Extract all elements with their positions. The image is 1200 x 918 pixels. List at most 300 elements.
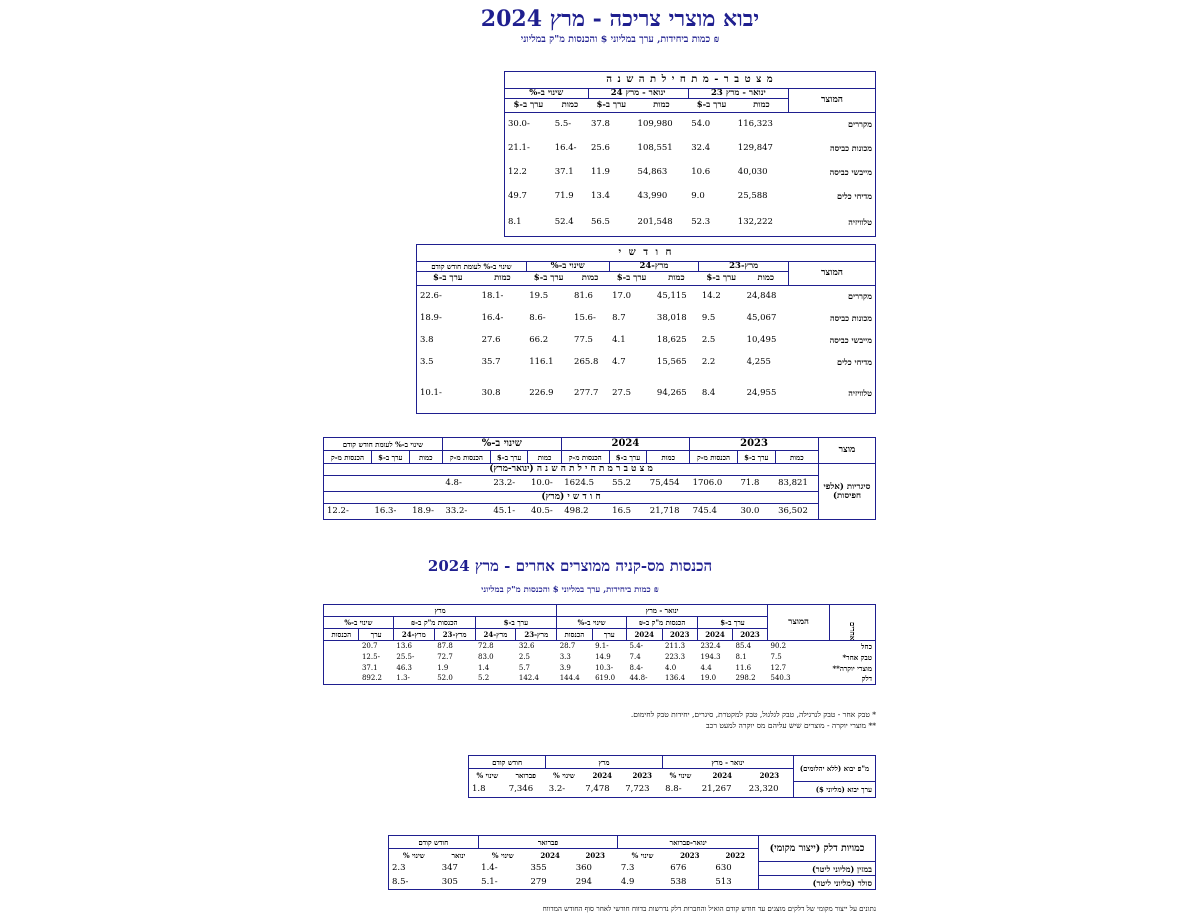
cell: 81.6 (574, 291, 593, 301)
cell: 540.3 (770, 674, 791, 683)
product-name: במזין (מליוני ליטר) (759, 862, 876, 876)
cell: 2.5 (701, 334, 716, 345)
cell: 45,115 (656, 291, 687, 301)
cell: 108,551 (637, 142, 673, 153)
cell: 35.7 (481, 356, 501, 367)
revenue-header: הכנסות מ"ק ב-₪ (627, 617, 698, 629)
cell: -22.6 (420, 291, 442, 301)
column-header: שינוי % (476, 770, 499, 780)
cell: 54.0 (691, 119, 711, 129)
cell: 142.4 (518, 674, 539, 683)
cell: 3.8 (420, 334, 434, 345)
cell: 194.3 (700, 652, 721, 661)
column-header: 2024 (627, 629, 663, 641)
cell: 7.3 (620, 863, 635, 874)
cell: 7,346 (508, 784, 534, 794)
cell: 226.9 (529, 387, 554, 398)
cell: -45.1 (493, 506, 516, 517)
import-value-table (468, 755, 876, 798)
cell: -10.3 (595, 663, 614, 672)
cell: -18.9 (420, 312, 442, 323)
cell: 211.3 (665, 641, 686, 650)
cell: 66.2 (529, 334, 549, 345)
cell: 71.8 (740, 478, 760, 489)
cell: -25.5 (396, 652, 415, 661)
cell: 4,255 (746, 356, 771, 367)
product-header: המוצר (789, 89, 876, 113)
qty-header: כמות (581, 272, 599, 283)
column-header: 2023 (759, 770, 780, 780)
product-name: טלוויזיה (848, 387, 872, 398)
cell: 116.1 (529, 356, 554, 367)
product-name: טלוויזיה (848, 216, 872, 227)
cell: 32.4 (691, 142, 711, 153)
table-row (389, 876, 876, 890)
cell: 5.2 (478, 674, 490, 683)
cell: 45,067 (746, 312, 777, 323)
qty-header: כמות (775, 451, 818, 464)
cell: 32.6 (518, 641, 535, 650)
cell: 94,265 (656, 387, 687, 398)
column-header: ערך (592, 629, 626, 641)
product-name: טבק אחר* (842, 652, 872, 662)
period-header-mar24: מרץ-24 (609, 262, 699, 272)
change-header: שינוי ב-% (442, 438, 561, 451)
value-header: ערך ב-$ (706, 272, 737, 283)
cell: 17.0 (612, 291, 632, 301)
cell: 12.7 (770, 663, 787, 672)
cell: 83,821 (778, 478, 808, 489)
period-header-mar23: מרץ-23 (699, 262, 789, 272)
column-header: 2022 (725, 850, 745, 860)
cell: 13.6 (396, 641, 412, 650)
cell: 7.5 (770, 652, 782, 661)
cell: 72.8 (478, 641, 494, 650)
product-name: דלק (861, 674, 872, 684)
cell: 55.2 (612, 478, 632, 489)
cell: 52.4 (554, 216, 574, 227)
cell (372, 476, 410, 492)
cell: 298.2 (735, 674, 756, 683)
cell: 46.3 (396, 663, 412, 672)
cell: 360 (575, 863, 592, 874)
period-group-feb: פברואר (478, 836, 618, 849)
column-header: 2024 (698, 629, 733, 641)
change-header: שינוי ב-% (557, 617, 627, 629)
cell: 1.4 (478, 663, 490, 672)
cell: 71.9 (554, 190, 574, 201)
column-header: 2023 (733, 629, 768, 641)
value-header: ערך ב-$ (616, 272, 647, 283)
column-header: שינוי % (491, 850, 514, 860)
cell: 1.8 (472, 784, 486, 794)
footnote-luxury: ** מוצרי יוקרה - מוצרים שיש עליהם מס יוקרה למעט רכב (706, 721, 876, 730)
qty-header: כמות (668, 272, 685, 283)
table-row (389, 862, 876, 876)
qty-header: כמות (753, 99, 770, 110)
cell: 27.6 (481, 334, 501, 345)
import-label: מ"פ יבוא (ללא יהלומים) (794, 756, 876, 782)
value-header: ערך ב-$ (596, 99, 627, 110)
cell: -30.0 (508, 119, 530, 129)
section2-title: הכנסות מס-קניה ממוצרים אחרים - מרץ 2024 (427, 557, 713, 575)
cell: 13.4 (591, 190, 610, 201)
cell: 1.9 (437, 663, 449, 672)
cell: -1.4 (481, 863, 498, 874)
cell: 72.7 (437, 652, 453, 661)
cell: 19.0 (700, 674, 717, 683)
column-header: 2024 (540, 850, 560, 860)
cell (324, 476, 372, 492)
cell: 265.8 (574, 356, 599, 367)
cell: 4.0 (665, 663, 677, 672)
cell: 745.4 (692, 506, 717, 517)
cell: 56.5 (591, 216, 610, 227)
value-header: ערך ב-$ (533, 272, 564, 283)
column-header: מרץ-24 (475, 629, 516, 641)
value-header: ערך ב-$ (737, 451, 775, 464)
table-row (324, 641, 876, 652)
cell: 52.0 (437, 674, 453, 683)
cell: 8.1 (735, 652, 747, 661)
cell: 83.0 (478, 652, 494, 661)
monthly-appliances-table (416, 244, 876, 414)
cell: -1.3 (396, 674, 410, 683)
table-row (324, 674, 876, 685)
column-header: 2023 (632, 770, 652, 780)
cell: -23.2 (493, 478, 516, 489)
cell: 5.7 (518, 663, 531, 672)
cell: 36,502 (778, 506, 808, 517)
cell: -21.1 (508, 142, 530, 153)
cell: 14.2 (701, 291, 721, 301)
table-row (324, 663, 876, 674)
product-name: מדיחי כלים (836, 357, 872, 367)
other-products-table (323, 604, 876, 685)
cell: 54,863 (637, 166, 668, 177)
period-group-jan-mar: ינואר - מרץ (557, 605, 768, 617)
page-title: יבוא מוצרי צריכה - מרץ 2024 (480, 6, 760, 32)
cell: 49.7 (508, 190, 527, 201)
cell: -33.2 (445, 506, 468, 517)
cell: 619.0 (595, 674, 616, 683)
cell: 37.8 (591, 119, 610, 129)
qty-header: כמות (494, 272, 511, 283)
period-group-jan-feb: ינואר-פברואר (618, 836, 759, 849)
cell: 87.8 (437, 641, 453, 650)
cell: 90.2 (770, 641, 787, 650)
cell: 201,548 (637, 216, 673, 227)
period-header-2023: ינואר - מרץ 23 (688, 89, 788, 99)
cell: 23,320 (748, 784, 779, 794)
cell: 7,723 (625, 784, 650, 794)
cell: 19.5 (529, 291, 549, 301)
cell: 9.0 (691, 190, 705, 201)
cell: 892.2 (361, 674, 383, 683)
cell: 43,990 (637, 190, 668, 201)
product-name: מקררים (848, 291, 872, 302)
cell: -15.6 (574, 312, 596, 323)
cell: 2.5 (518, 652, 531, 661)
change-header: שינוי ב-% (505, 89, 589, 99)
cell: 305 (441, 877, 458, 887)
page-subtitle: כמות ביחידות, ערך במליוני $ והכנסות מ"ק במליוני ₪ (520, 34, 720, 45)
revenue-header: הכנסות מ-ק (324, 451, 372, 464)
cell: 25,588 (737, 190, 768, 201)
product-name: מדיחי כלים (836, 191, 872, 201)
cigarettes-label: סיגריות (אלפי חפיסות) (819, 464, 876, 520)
cell: -8.6 (529, 312, 546, 323)
cell: 513 (715, 877, 732, 887)
cell: -5.1 (481, 877, 498, 887)
cell: 136.4 (665, 674, 686, 683)
cell: -9.1 (595, 641, 609, 650)
change-header: שינוי ב-% (324, 617, 394, 629)
table-row (417, 329, 876, 351)
column-header: מרץ-23 (516, 629, 557, 641)
cell: 223.3 (665, 652, 686, 661)
cell: 21,718 (649, 506, 680, 517)
product-name: סולר (מליוני ליטר) (759, 876, 876, 890)
cell: 116,323 (737, 119, 773, 129)
cell: 15,565 (656, 356, 687, 367)
cell: 16.5 (612, 506, 632, 517)
change-header: שינוי ב-% (526, 262, 609, 272)
cigarettes-table (323, 437, 876, 520)
cell: 77.5 (574, 334, 593, 345)
cell: 11.9 (591, 166, 610, 177)
product-name: מייבשי כביסה (829, 335, 872, 345)
table-row (417, 351, 876, 373)
column-header: 2024 (712, 770, 733, 780)
cell: 3.9 (559, 663, 571, 672)
column-header: שינוי % (402, 850, 425, 860)
cell: 347 (441, 863, 458, 874)
table-row (505, 112, 876, 136)
cell: 8.7 (612, 312, 626, 323)
column-header: 2024 (592, 770, 612, 780)
cell: 8.1 (508, 216, 522, 227)
column-header: הכנסות (324, 629, 359, 641)
column-header: מרץ-24 (393, 629, 434, 641)
cell: 132,222 (737, 216, 773, 227)
cell: 85.4 (735, 641, 752, 650)
revenue-header: הכנסות מ-ק (561, 451, 609, 464)
cell: 75,454 (649, 478, 680, 489)
cell: -10.1 (420, 387, 442, 398)
table-row (505, 160, 876, 184)
change-prev-month-header: שינוי ב-% לעומת חודש קודם (417, 262, 527, 272)
cell: 10,495 (746, 334, 777, 345)
cell: 12.2 (508, 166, 527, 177)
column-header: 2023 (585, 850, 606, 860)
cell: 4.7 (612, 356, 626, 367)
cumulative-appliances-table (504, 71, 876, 237)
column-header: 2023 (662, 629, 698, 641)
cell: 1706.0 (692, 478, 723, 489)
value-header: ערך ב-$ (513, 99, 544, 110)
period-group-mar: מרץ (324, 605, 557, 617)
fuel-table-title: כמויות דלק (ייצור מקומי) (759, 836, 876, 862)
product-name: כחל (861, 641, 872, 651)
cell: -10.0 (530, 478, 553, 489)
cell: -12.5 (361, 652, 380, 661)
period-group-prev-month: חודש קודם (389, 836, 479, 849)
revenue-header: הכנסות מ-ק (690, 451, 738, 464)
revenue-header: הכנסות מ"ק ב-₪ (393, 617, 475, 629)
cell: 1624.5 (564, 478, 594, 489)
product-name: מייבשי כביסה (829, 167, 872, 177)
qty-header: כמות (757, 272, 775, 283)
cell: 52.3 (691, 216, 711, 227)
cell: 27.5 (612, 387, 632, 398)
cell: 38,018 (656, 312, 687, 323)
cell: 8.4 (701, 387, 716, 398)
value-header: ערך ב-$ (698, 617, 768, 629)
cell: 294 (575, 877, 592, 887)
column-header: מרץ-23 (434, 629, 475, 641)
product-header: מוצר (819, 438, 876, 464)
footnote-other-tobacco: * טבק אחר - טבק לנרגילה, טבק לגלגול, טבק למקטרת, סיגרים, יחידות טבק לחימום. (630, 710, 876, 719)
period-header-2024: ינואר - מרץ 24 (588, 89, 688, 99)
cell: -16.3 (374, 506, 397, 517)
qty-header: כמות (561, 99, 579, 110)
qty-header: כמות (409, 451, 442, 464)
cell: -16.4 (554, 142, 577, 153)
cell: 2.2 (701, 356, 716, 367)
product-name: מכונות כביסה (829, 313, 872, 323)
cell: 30.8 (481, 387, 501, 398)
table-row (417, 307, 876, 329)
cell: -18.1 (481, 291, 504, 301)
value-header: ערך ב-$ (432, 272, 463, 283)
cell: 3.3 (559, 652, 571, 661)
column-header: שינוי % (553, 770, 575, 780)
cell: 24,955 (746, 387, 777, 398)
cell: 3.5 (420, 356, 434, 367)
table-row (417, 285, 876, 307)
cell: 11.6 (735, 663, 752, 672)
cell: 630 (715, 863, 732, 874)
cell: 4.1 (612, 334, 626, 345)
cell: 24,848 (746, 291, 777, 301)
fuel-table (388, 835, 876, 890)
cell: 20.7 (361, 641, 378, 650)
cell: -5.4 (629, 641, 644, 650)
cell: 40,030 (737, 166, 768, 177)
cell: 144.4 (559, 674, 580, 683)
period-group-prev-month: חודש קודם (469, 756, 546, 769)
cell: 109,980 (637, 119, 673, 129)
value-header: ערך ב-$ (475, 617, 557, 629)
cell: -8.4 (629, 663, 644, 672)
cell: 37.1 (361, 663, 378, 672)
cumulative-banner: מ צ ט ב ר - מ ת ח י ל ת ה ש נ ה (505, 72, 876, 89)
cell: 28.7 (559, 641, 576, 650)
table-row (324, 652, 876, 663)
column-header: ינואר (451, 850, 466, 860)
table-row (417, 373, 876, 413)
fuel-footnote: נתונים על ייצור מקומי של דלקים מוצגים עד חודש קודם הואיל והחברות דלק נדרשות בדווח חודשי לאחר סוף החודש המדווח (542, 905, 876, 913)
cell: -40.5 (530, 506, 553, 517)
period-group-mar: מרץ (546, 756, 662, 769)
cell: 4.4 (700, 663, 712, 672)
qty-header: כמות (653, 99, 670, 110)
product-name: מכונות כביסה (829, 143, 872, 153)
period-group-jan-mar: ינואר - מרץ (662, 756, 793, 769)
column-header: פברואר (515, 770, 536, 780)
cell: -18.9 (412, 506, 434, 517)
product-header: המוצר (789, 262, 876, 286)
table-row (505, 136, 876, 160)
cell: 7,478 (585, 784, 610, 794)
import-value-row-label: ערך יבוא (מליוני $) (794, 782, 876, 798)
cell: 30.0 (740, 506, 760, 517)
cell: 279 (530, 877, 547, 887)
cell: 4.9 (620, 877, 635, 887)
cell: 2.3 (392, 863, 406, 874)
table-row (505, 184, 876, 208)
cell: 21,267 (701, 784, 732, 794)
product-header: המוצר (768, 605, 830, 641)
cell: -5.5 (554, 119, 572, 129)
cell: 498.2 (564, 506, 589, 517)
cell: 18,625 (656, 334, 687, 345)
value-header: ערך ב-$ (696, 99, 727, 110)
section2-subtitle: כמות ביחידות, ערך במליוני $ והכנסות מ"ק במליוני ₪ (481, 585, 659, 595)
monthly-label: ח ו ד ש י (מרץ) (324, 492, 819, 504)
qty-header: כמות (528, 451, 561, 464)
cell: 355 (530, 863, 547, 874)
revenue-header: הכנסות מ-ק (442, 451, 490, 464)
product-name: מוצרי יוקרה** (832, 663, 872, 673)
cell: -44.8 (629, 674, 648, 683)
year-2024-header: 2024 (561, 438, 689, 451)
column-header: 2023 (680, 850, 700, 860)
column-header: הכנסות (557, 629, 592, 641)
cell: 25.6 (591, 142, 610, 153)
cell: -12.2 (327, 506, 349, 517)
cell: 129,847 (737, 142, 773, 153)
cell: 10.6 (691, 166, 711, 177)
cell: 7.4 (629, 652, 641, 661)
cell: -8.8 (665, 784, 682, 794)
others-side-label: אחרים (830, 605, 876, 641)
column-header: שינוי % (669, 770, 692, 780)
column-header: שינוי % (631, 850, 654, 860)
value-header: ערך ב-$ (372, 451, 410, 464)
cell: 14.9 (595, 652, 611, 661)
value-header: ערך ב-$ (490, 451, 528, 464)
change-prev-month-header: שינוי ב-% לעומת חודש קודם (324, 438, 443, 451)
cell: -8.5 (392, 877, 409, 887)
table-row (505, 208, 876, 236)
cell: 9.5 (701, 312, 716, 323)
cell: 277.7 (574, 387, 599, 398)
cell: -4.8 (445, 478, 462, 489)
cell: 232.4 (700, 641, 721, 650)
cell: -16.4 (481, 312, 504, 323)
qty-header: כמות (647, 451, 690, 464)
value-header: ערך ב-$ (609, 451, 647, 464)
cell: 37.1 (554, 166, 574, 177)
cell: 676 (670, 863, 687, 874)
product-name: מקררים (848, 119, 872, 130)
cell: -3.2 (548, 784, 566, 794)
cell: 538 (670, 877, 687, 887)
column-header: ערך (359, 629, 393, 641)
monthly-banner: ח ו ד ש י (417, 245, 876, 262)
